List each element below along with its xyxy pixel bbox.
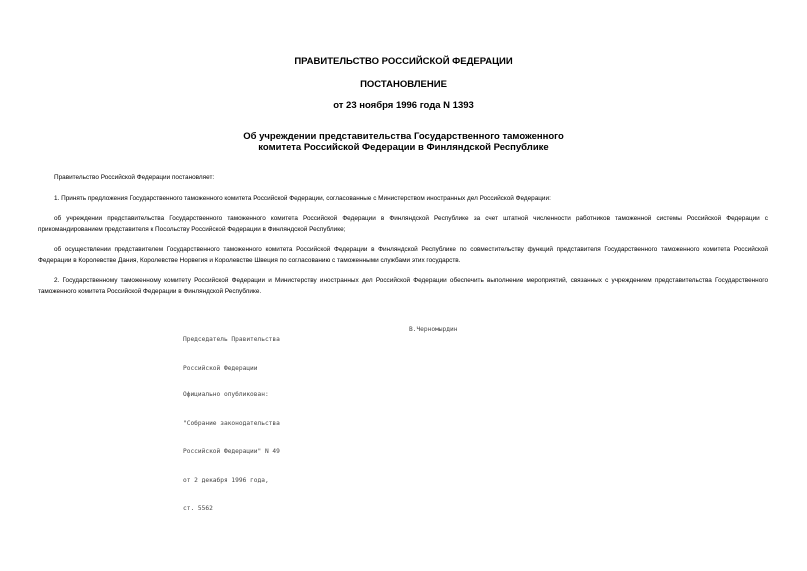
paragraph-subitem-establish: об учреждении представительства Государственного таможенного комитета Российской Федерации в Финляндской Республике за счет штатной численности работников таможенной системы Российской Федерации с прикомандированием представителя к Посольству Российской Федерации в Финляндской Республике; [38,215,768,233]
publication-line: Российской Федерации" N 49 [183,448,280,455]
paragraph-item-1: 1. Принять предложения Государственного таможенного комитета Российской Федерации, согласованные с Министерством иностранных дел Российской Федерации: [54,195,551,202]
publication-line: Официально опубликован: [183,391,269,398]
paragraph-subitem-functions: об осуществлении представителем Государственного таможенного комитета Российской Федерации в Финляндской Республике по совместительству функций представителя Государственного таможенного комитета Российской Федерации в Королевстве Дания, Королевстве Норвегия и Королевстве Швеция по согласованию с таможенными службами этих государств. [38,246,768,264]
resolution-date: от 23 ноября 1996 года N 1393 [333,100,474,111]
publication-line: ст. 5562 [183,505,213,512]
signature-name: В.Черномырдин [409,326,458,333]
document-title-line: комитета Российской Федерации в Финляндской Республике [258,142,549,153]
publication-line: "Собрание законодательства [183,419,280,427]
publication-line: от 2 декабря 1996 года, [183,476,269,484]
government-heading: ПРАВИТЕЛЬСТВО РОССИЙСКОЙ ФЕДЕРАЦИИ [294,56,513,67]
paragraph-item-2: 2. Государственному таможенному комитету Российской Федерации и Министерству иностранных дел Российской Федерации обеспечить выполнение мероприятий, связанных с учреждением представительства Государственного таможенного комитета Российской Федерации в Финляндской Республике. [38,277,768,295]
document-title [0,131,807,153]
publication-note [183,371,280,533]
signature-title-line: Председатель Правительства [183,336,280,343]
signature-title-line: Российской Федерации [183,364,258,372]
document-title-line: Об учреждении представительства Государственного таможенного [243,131,564,142]
paragraph-preamble: Правительство Российской Федерации постановляет: [54,174,215,181]
resolution-heading: ПОСТАНОВЛЕНИЕ [360,79,447,90]
